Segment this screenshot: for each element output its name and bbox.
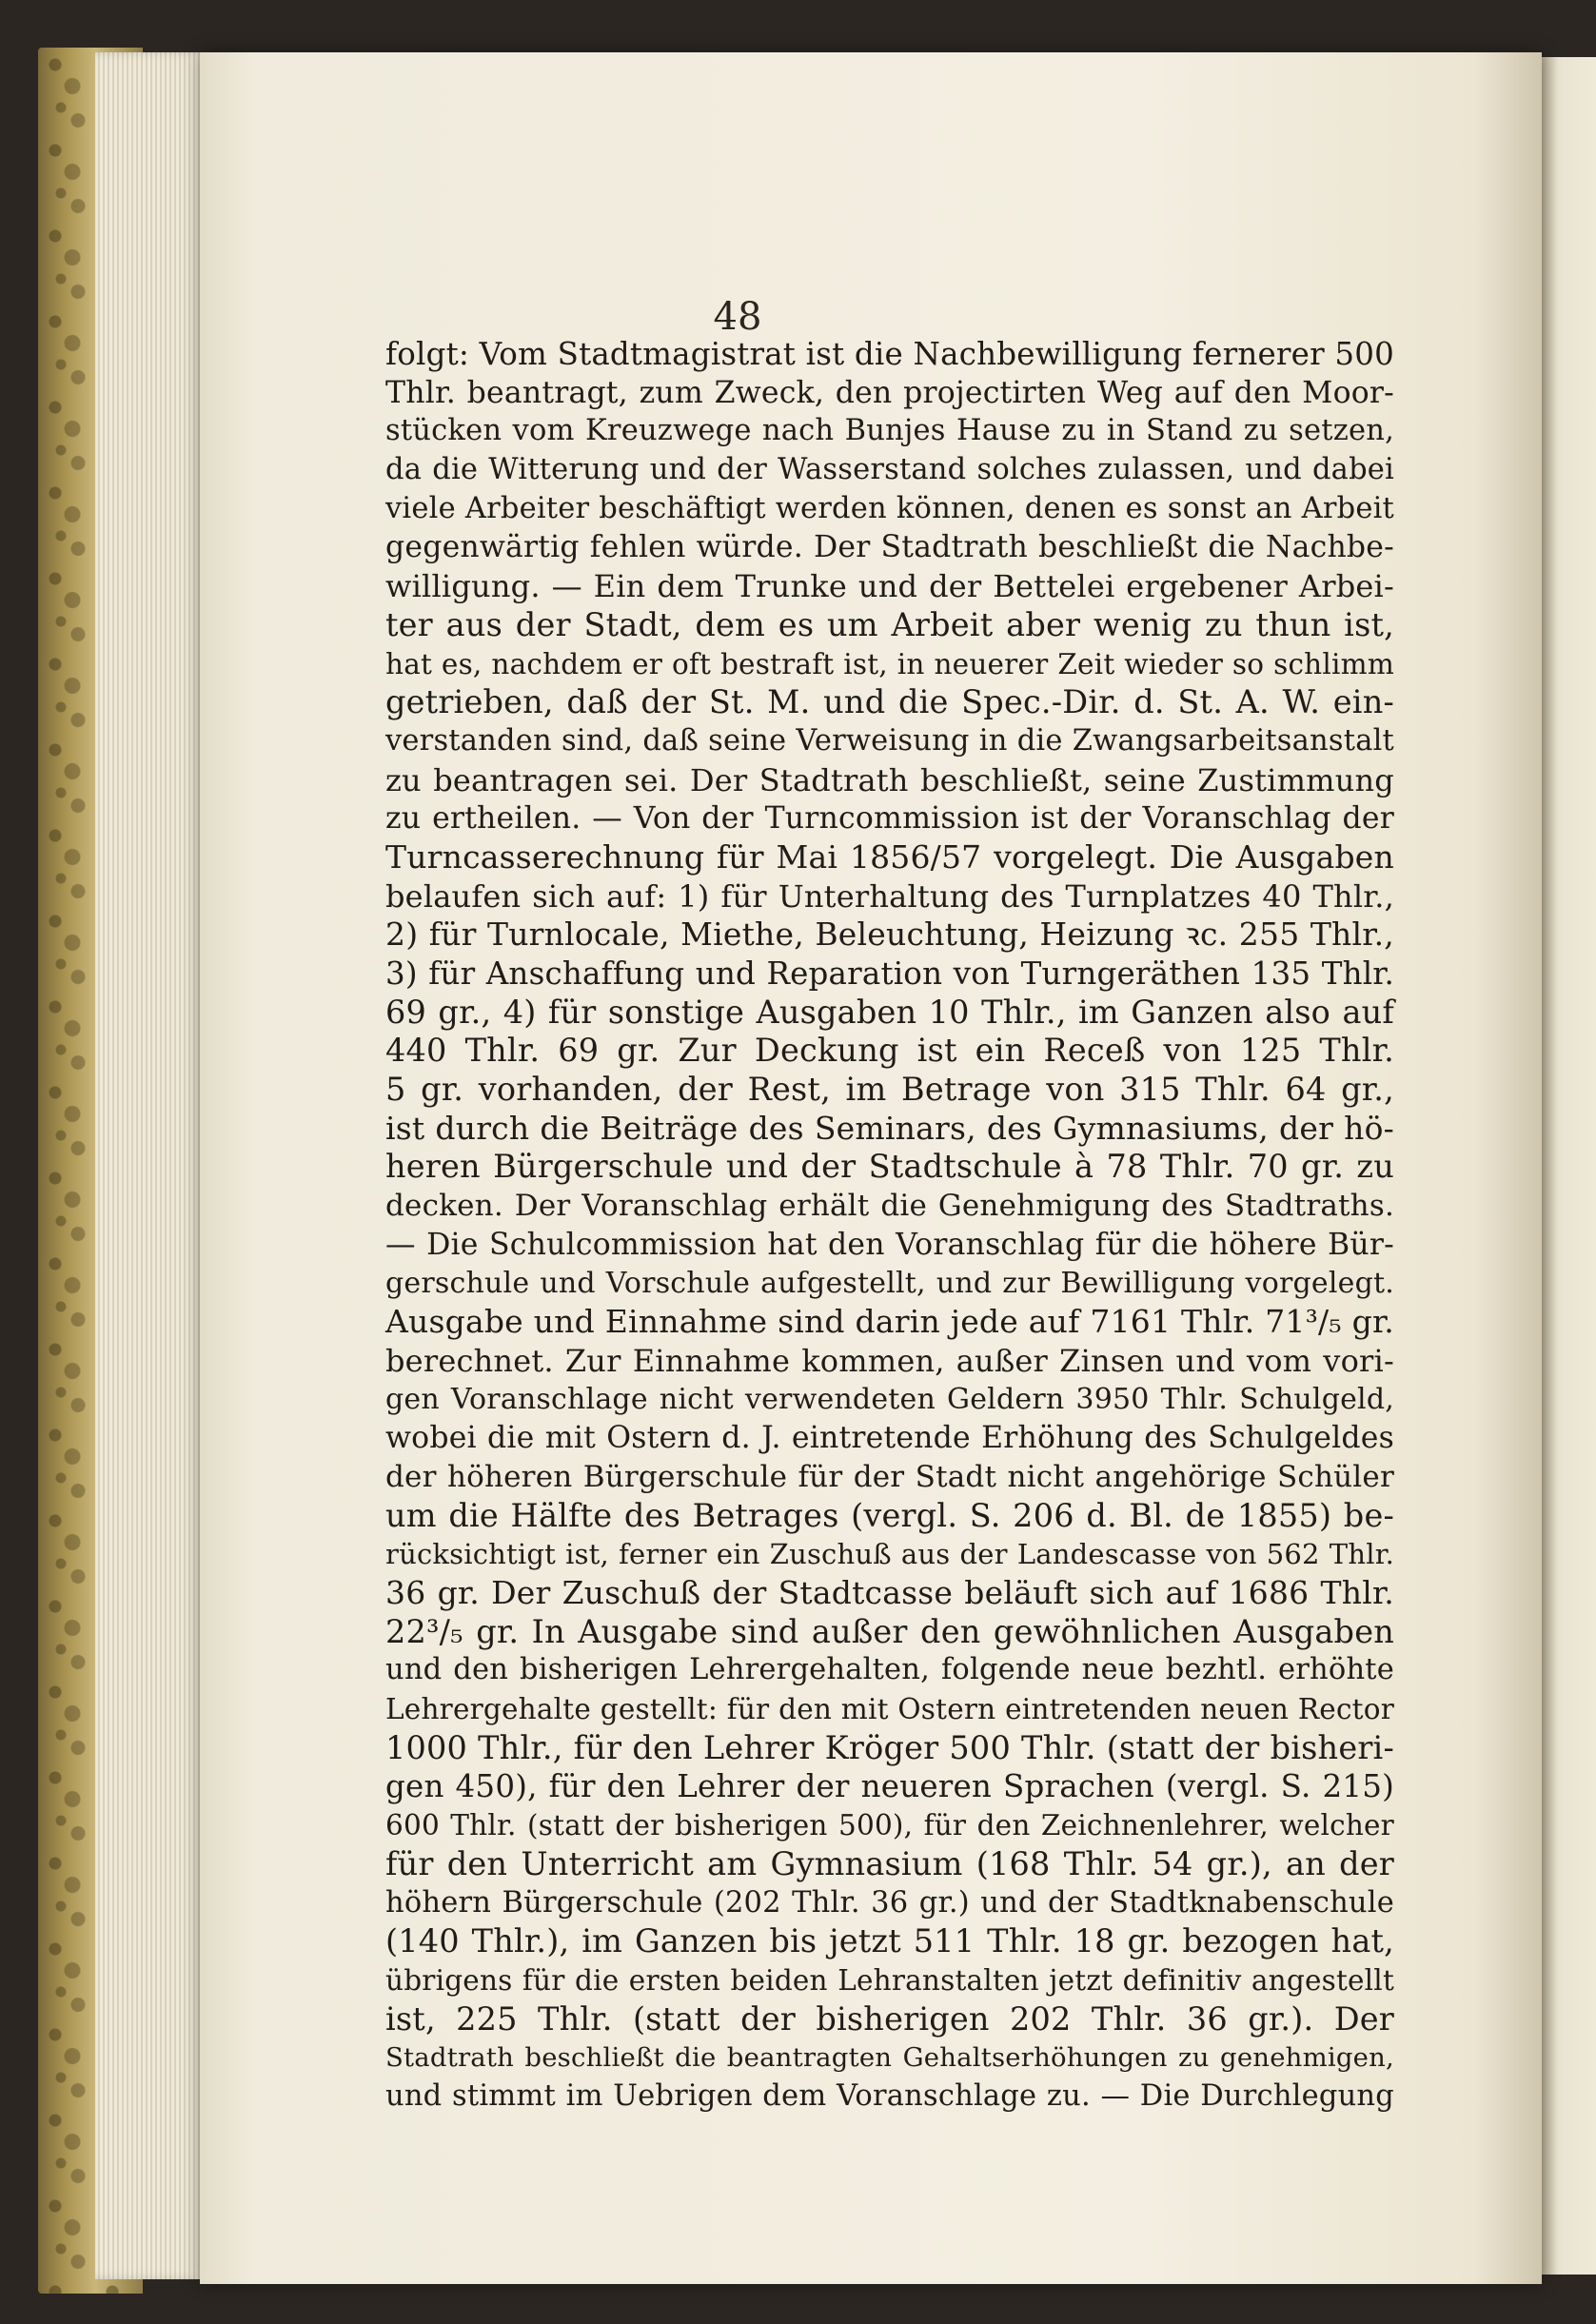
text-line: (140 Thlr.), im Ganzen bis jetzt 511 Thlr. 18 gr. bezogen hat, — [385, 1922, 1394, 1960]
text-line: 440 Thlr. 69 gr. Zur Deckung ist ein Receß von 125 Thlr. — [385, 1032, 1394, 1070]
text-line: getrieben, daß der St. M. und die Spec.-Dir. d. St. A. W. ein- — [385, 683, 1394, 721]
text-line: gen 450), für den Lehrer der neueren Sprachen (vergl. S. 215) — [385, 1768, 1394, 1805]
text-line: Thlr. beantragt, zum Zweck, den projectirten Weg auf den Moor- — [385, 375, 1394, 410]
text-line: stücken vom Kreuzwege nach Bunjes Hause zu in Stand zu setzen, — [385, 414, 1394, 448]
text-line: um die Hälfte des Betrages (vergl. S. 206 d. Bl. de 1855) be- — [385, 1496, 1394, 1534]
text-line: hat es, nachdem er oft bestraft ist, in neuerer Zeit wieder so schlimm — [385, 647, 1394, 680]
text-line: Ausgabe und Einnahme sind darin jede auf 7161 Thlr. 71³/₅ gr. — [385, 1303, 1394, 1341]
text-line: wobei die mit Ostern d. J. eintretende Erhöhung des Schulgeldes — [385, 1421, 1394, 1456]
text-line: gerschule und Vorschule aufgestellt, und zur Bewilligung vorgelegt. — [385, 1266, 1394, 1300]
page-number: 48 — [713, 295, 762, 339]
text-line: ist, 225 Thlr. (statt der bisherigen 202 Thlr. 36 gr.). Der — [385, 1999, 1394, 2038]
body-text — [385, 335, 1394, 2117]
page-stack-edge — [95, 52, 209, 2279]
text-line: 1000 Thlr., für den Lehrer Kröger 500 Thlr. (statt der bisheri- — [385, 1728, 1394, 1766]
text-line: Lehrergehalte gestellt: für den mit Ostern eintretenden neuen Rector — [385, 1693, 1394, 1726]
text-line: Stadtrath beschließt die beantragten Gehaltserhöhungen zu genehmigen, — [385, 2042, 1394, 2074]
text-line: Turncasserechnung für Mai 1856/57 vorgelegt. Die Ausgaben — [385, 837, 1394, 876]
text-line: gen Voranschlage nicht verwendeten Geldern 3950 Thlr. Schulgeld, — [385, 1382, 1394, 1416]
text-line: 3) für Anschaffung und Reparation von Turngeräthen 135 Thlr. — [385, 955, 1394, 992]
text-line: 5 gr. vorhanden, der Rest, im Betrage von 315 Thlr. 64 gr., — [385, 1071, 1394, 1109]
text-line: — Die Schulcommission hat den Voranschlag für die höhere Bür- — [385, 1227, 1394, 1262]
text-line: ist durch die Beiträge des Seminars, des Gymnasiums, der hö- — [385, 1109, 1394, 1147]
facing-page-edge — [1542, 57, 1596, 2275]
text-line: für den Unterricht am Gymnasium (168 Thlr. 54 gr.), an der — [385, 1844, 1394, 1882]
text-line: 69 gr., 4) für sonstige Ausgaben 10 Thlr., im Ganzen also auf — [385, 993, 1394, 1031]
text-line: 36 gr. Der Zuschuß der Stadtcasse beläuft sich auf 1686 Thlr. — [385, 1574, 1394, 1611]
text-line: willigung. — Ein dem Trunke und der Bettelei ergebener Arbei- — [385, 568, 1394, 605]
text-line: heren Bürgerschule und der Stadtschule à 78 Thlr. 70 gr. zu — [385, 1148, 1394, 1186]
text-line: 2) für Turnlocale, Miethe, Beleuchtung, Heizung ꝛc. 255 Thlr., — [385, 916, 1394, 954]
text-line: und stimmt im Uebrigen dem Voranschlage zu. — Die Durchlegung — [385, 2078, 1394, 2113]
text-line: 22³/₅ gr. In Ausgabe sind außer den gewöhnlichen Ausgaben — [385, 1612, 1394, 1650]
text-line: berechnet. Zur Einnahme kommen, außer Zinsen und vom vori- — [385, 1342, 1394, 1379]
text-line: zu ertheilen. — Von der Turncommission ist der Voranschlag der — [385, 801, 1394, 837]
text-line: belaufen sich auf: 1) für Unterhaltung des Turnplatzes 40 Thlr., — [385, 877, 1394, 915]
text-line: übrigens für die ersten beiden Lehranstalten jetzt definitiv angestellt — [385, 1963, 1394, 1997]
text-line: zu beantragen sei. Der Stadtrath beschließt, seine Zustimmung — [385, 761, 1394, 798]
text-line: und den bisherigen Lehrergehalten, folgende neue bezhtl. erhöhte — [385, 1653, 1394, 1687]
text-line: decken. Der Voranschlag erhält die Genehmigung des Stadtraths. — [385, 1189, 1394, 1224]
text-line: ter aus der Stadt, dem es um Arbeit aber wenig zu thun ist, — [385, 605, 1394, 643]
text-line: viele Arbeiter beschäftigt werden können, denen es sonst an Arbeit — [385, 491, 1394, 525]
text-line: der höheren Bürgerschule für der Stadt nicht angehörige Schüler — [385, 1459, 1394, 1494]
text-line: da die Witterung und der Wasserstand solches zulassen, und dabei — [385, 453, 1394, 487]
text-line: rücksichtigt ist, ferner ein Zuschuß aus der Landescasse von 562 Thlr. — [385, 1538, 1394, 1571]
text-line: 600 Thlr. (statt der bisherigen 500), für den Zeichnenlehrer, welcher — [385, 1809, 1394, 1842]
text-line: verstanden sind, daß seine Verweisung in die Zwangsarbeitsanstalt — [385, 723, 1394, 758]
text-line: folgt: Vom Stadtmagistrat ist die Nachbewilligung fernerer 500 — [385, 336, 1394, 372]
text-line: höhern Bürgerschule (202 Thlr. 36 gr.) und der Stadtknabenschule — [385, 1885, 1394, 1920]
text-line: gegenwärtig fehlen würde. Der Stadtrath beschließt die Nachbe- — [385, 530, 1394, 565]
